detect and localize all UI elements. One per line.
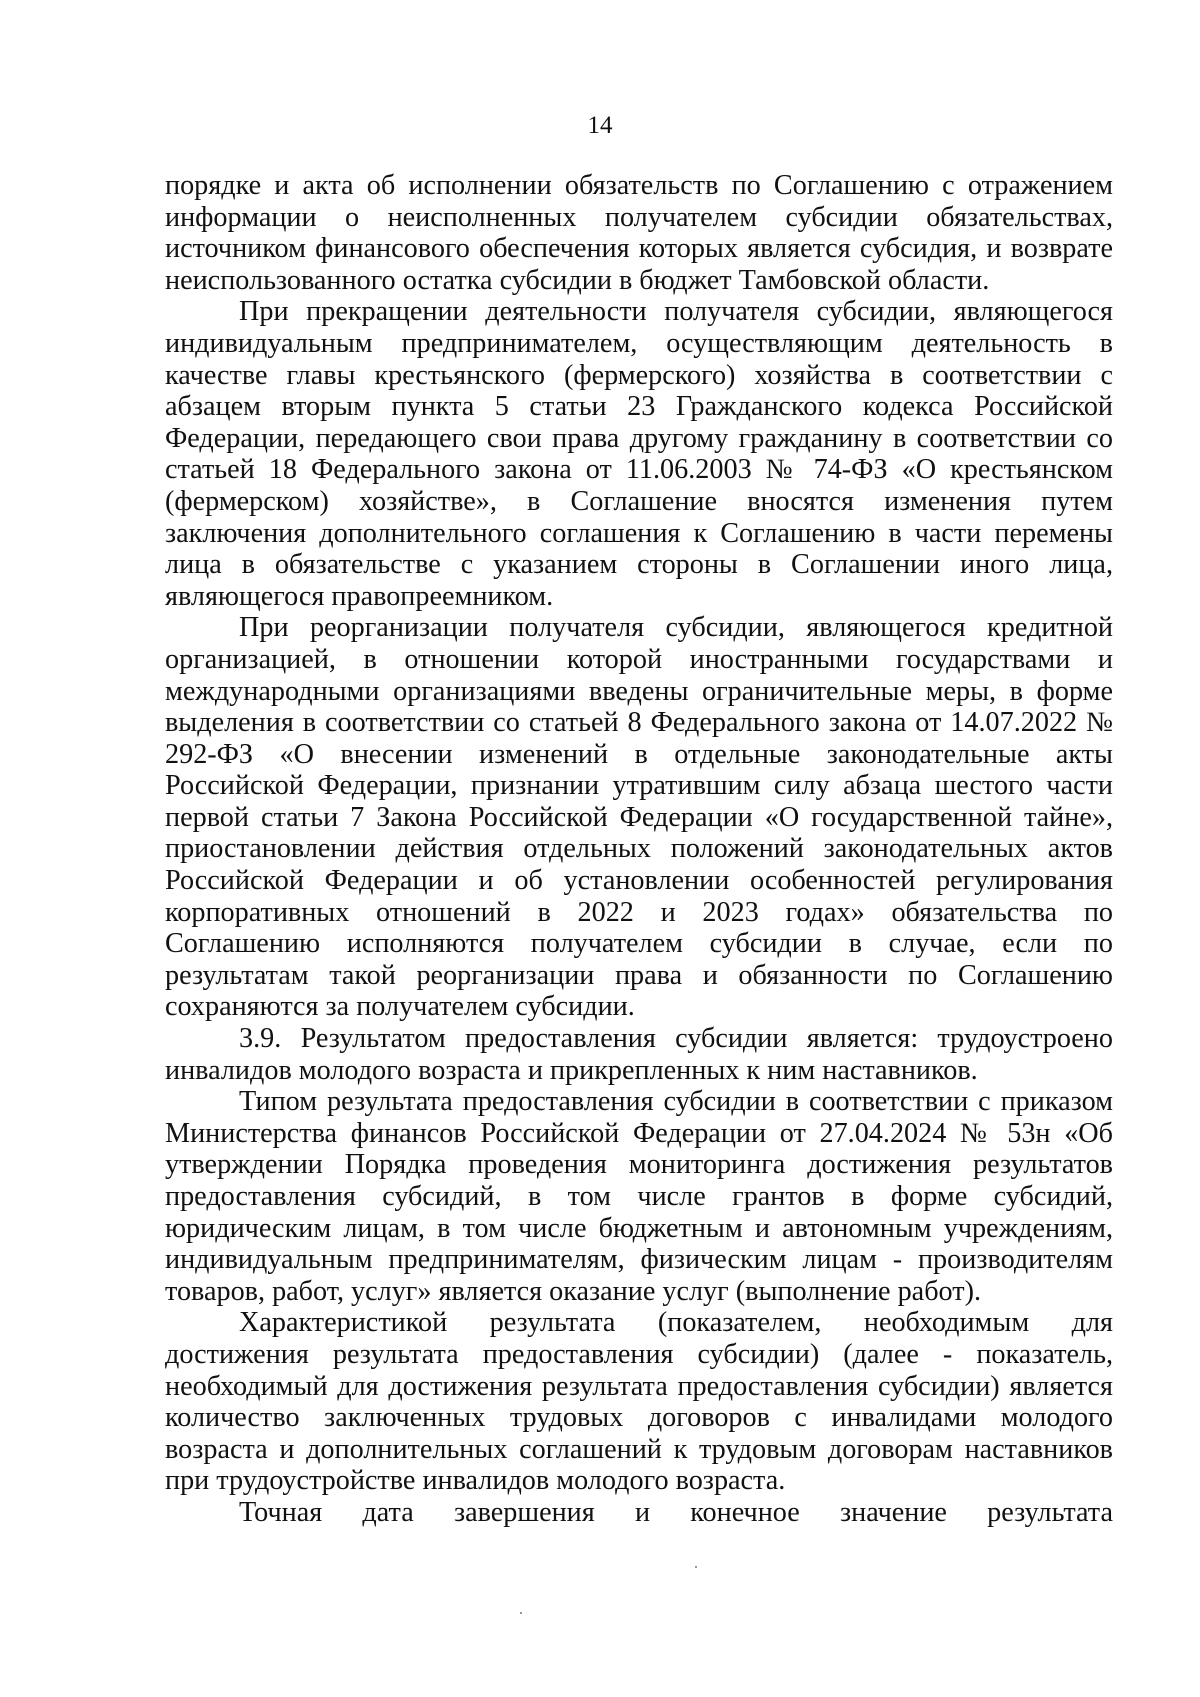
document-body xyxy=(165,170,1113,1529)
paragraph-farm-termination: При прекращении деятельности получателя субсидии, являющегося индивидуальным предпринимателем, осуществляющим деятельность в качестве главы крестьянского (фермерского) хозяйства в соответствии с абзацем вторым пункта 5 статьи 23 Гражданского кодекса Российской Федерации, передающего свои права другому гражданину в соответствии со статьей 18 Федерального закона от 11.06.2003 № 74-ФЗ «О крестьянском (фермерском) хозяйстве», в Соглашение вносятся изменения путем заключения дополнительного соглашения к Соглашению в части перемены лица в обязательстве с указанием стороны в Соглашении иного лица, являющегося правопреемником. xyxy=(165,296,1113,612)
paragraph-exact-date: Точная дата завершения и конечное значение результата xyxy=(239,1496,1113,1528)
paragraph-reorganization: При реорганизации получателя субсидии, являющегося кредитной организацией, в отношении которой иностранными государствами и международными организациями введены ограничительные меры, в форме выделения в соответствии со статьей 8 Федерального закона от 14.07.2022 № 292-ФЗ «О внесении изменений в отдельные законодательные акты Российской Федерации, признании утратившим силу абзаца шестого части первой статьи 7 Закона Российской Федерации «О государственной тайне», приостановлении действия отдельных положений законодательных актов Российской Федерации и об установлении особенностей регулирования корпоративных отношений в 2022 и 2023 годах» обязательства по Соглашению исполняются получателем субсидии в случае, если по результатам такой реорганизации права и обязанности по Соглашению сохраняются за получателем субсидии. xyxy=(165,612,1113,1023)
paragraph-result-type: Типом результата предоставления субсидии в соответствии с приказом Министерства финансов Российской Федерации от 27.04.2024 № 53н «Об утверждении Порядка проведения мониторинга достижения результатов предоставления субсидий, в том числе грантов в форме субсидий, юридическим лицам, в том числе бюджетным и автономным учреждениям, индивидуальным предпринимателям, физическим лицам - производителям товаров, работ, услуг» является оказание услуг (выполнение работ). xyxy=(165,1086,1113,1307)
scan-speck xyxy=(695,1566,697,1568)
paragraph-result-characteristic: Характеристикой результата (показателем, необходимым для достижения результата предоставления субсидии) (далее - показатель, необходимый для достижения результата предоставления субсидии) является количество заключенных трудовых договоров с инвалидами молодого возраста и дополнительных соглашений к трудовым договорам наставников при трудоустройстве инвалидов молодого возраста. xyxy=(165,1307,1113,1497)
paragraph-3-9-result: 3.9. Результатом предоставления субсидии является: трудоустроено инвалидов молодого возраста и прикрепленных к ним наставников. xyxy=(165,1023,1113,1086)
page-number: 14 xyxy=(587,112,613,139)
scan-speck xyxy=(520,1612,522,1614)
paragraph-continuation: порядке и акта об исполнении обязательств по Соглашению с отражением информации о неисполненных получателем субсидии обязательствах, источником финансового обеспечения которых является субсидия, и возврате неиспользованного остатка субсидии в бюджет Тамбовской области. xyxy=(165,170,1113,296)
